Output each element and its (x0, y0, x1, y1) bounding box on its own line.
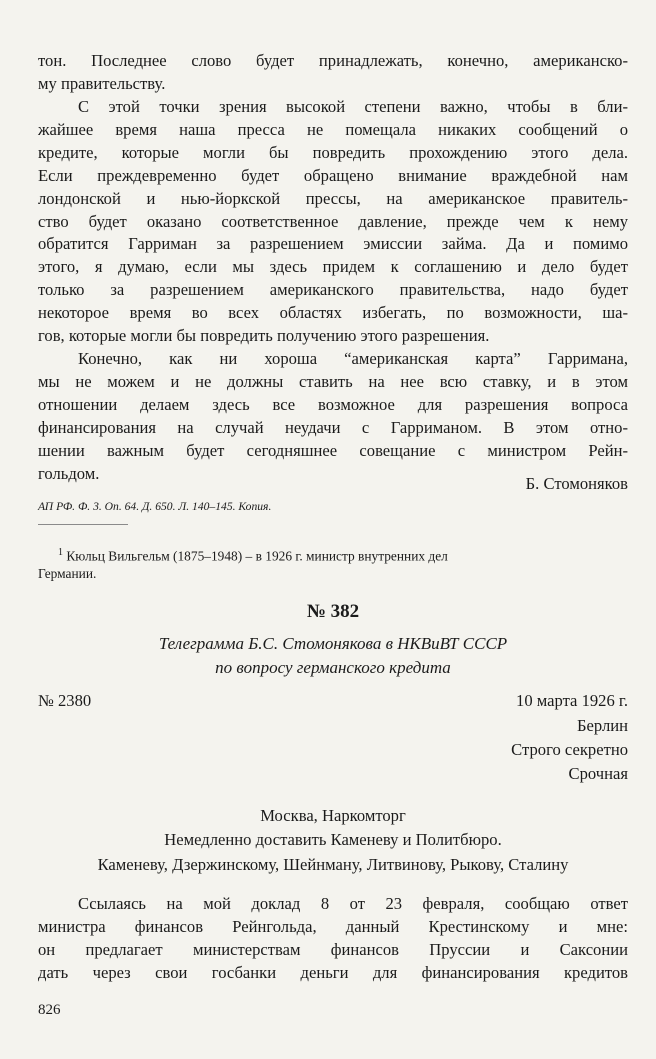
place: Берлин (576, 716, 628, 735)
telegram-number: № 2380 (38, 691, 92, 710)
text-line: он предлагает министерствам финансов Пруссии и Саксонии (38, 939, 628, 959)
title-line: Телеграмма Б.С. Стомонякова в НКВиВТ СССР (158, 634, 508, 653)
document-title (38, 632, 628, 680)
text-line: некоторое время во всех областях избегать, по возможности, ша- (38, 303, 628, 323)
text-line: гольдом. (38, 463, 100, 483)
footnote-line (38, 544, 628, 565)
paragraph-press (38, 96, 628, 348)
footnote-text: Кюльц Вильгельм (1875–1948) – в 1926 г. министр внутренних дел (66, 548, 448, 564)
text-line: финансирования на случай неудачи с Гарриманом. В этом отно- (38, 417, 628, 437)
text-line: Ссылаясь на мой доклад 8 от 23 февраля, сообщаю ответ (78, 894, 628, 913)
text-line: этого, я думаю, если мы здесь придем к соглашению и дело будет (38, 257, 628, 277)
footnote (38, 544, 628, 583)
document-number: № 382 (306, 601, 360, 622)
text-line: Если преждевременно будет обращено внимание враждебной нам (38, 165, 628, 185)
text-line: тон. Последнее слово будет принадлежать, конечно, американско- (38, 51, 628, 70)
text-line: С этой точки зрения высокой степени важно, чтобы в бли- (78, 97, 628, 116)
text-line: Конечно, как ни хороша “американская карта” Гарримана, (78, 349, 628, 368)
text-line: кредите, которые могли бы повредить прохождению этого дела. (38, 142, 628, 162)
paragraph-continuation (38, 50, 628, 96)
delivery-instruction: Немедленно доставить Каменеву и Политбюро. (164, 830, 502, 849)
archive-reference: АП РФ. Ф. 3. Оп. 64. Д. 650. Л. 140–145. Копия. (38, 500, 272, 513)
text-line: отношении делаем здесь все возможное для разрешения вопроса (38, 394, 628, 414)
text-line: му правительству. (38, 73, 166, 93)
footnote-rule (38, 524, 128, 525)
text-line: только за разрешением американского правительства, надо будет (38, 280, 628, 300)
footnote-line: Германии. (38, 566, 97, 582)
text-line: лондонской и нью-йоркской прессы, на американское правитель- (38, 188, 628, 208)
page-number: 826 (38, 1002, 61, 1018)
urgency-mark: Срочная (568, 764, 628, 783)
header-row (38, 691, 628, 711)
text-line: жайшее время наша пресса не помещала никаких сообщений о (38, 119, 628, 139)
text-line: ство будет оказано соответственное давление, прежде чем к нему (38, 211, 628, 231)
recipients: Каменеву, Дзержинскому, Шейнману, Литвинову, Рыкову, Сталину (97, 855, 569, 874)
signature: Б. Стомоняков (525, 474, 628, 493)
text-line: мы не можем и не должны ставить на нее всю ставку, и в этом (38, 371, 628, 391)
title-line: по вопросу германского кредита (215, 658, 451, 677)
addressee: Москва, Наркомторг (260, 806, 406, 825)
telegram-date: 10 марта 1926 г. (516, 691, 628, 710)
text-line: дать через свои госбанки деньги для финансирования кредитов (38, 962, 628, 982)
text-line: обратится Гарриман за разрешением эмиссии займа. Да и помимо (38, 234, 628, 254)
text-line: министра финансов Рейнгольда, данный Крестинскому и мне: (38, 916, 628, 936)
paragraph-telegram-body (38, 893, 628, 985)
paragraph-american-card (38, 348, 628, 485)
text-line: шении важным будет сегодняшнее совещание с министром Рейн- (38, 440, 628, 460)
secrecy-mark: Строго секретно (511, 740, 628, 759)
text-line: гов, которые могли бы повредить получению этого разрешения. (38, 326, 490, 346)
footnote-marker: 1 (58, 547, 63, 558)
